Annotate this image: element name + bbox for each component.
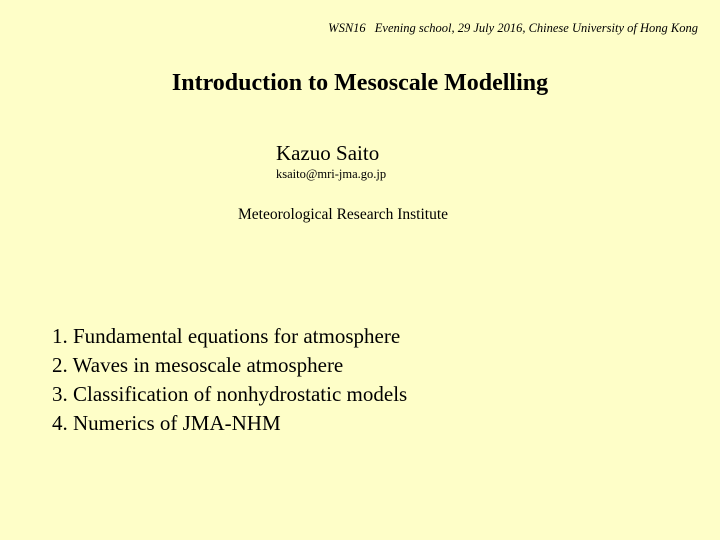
slide-title: Introduction to Mesoscale Modelling <box>171 70 549 96</box>
author-institute: Meteorological Research Institute <box>238 206 449 223</box>
author-name: Kazuo Saito <box>276 141 380 165</box>
outline-item: 1. Fundamental equations for atmosphere <box>52 324 401 348</box>
outline-list <box>52 322 407 438</box>
outline-item: 2. Waves in mesoscale atmosphere <box>52 353 344 377</box>
outline-item: 4. Numerics of JMA-NHM <box>52 411 281 435</box>
event-header <box>328 20 698 36</box>
event-tag: WSN16 <box>328 21 366 35</box>
author-email: ksaito@mri-jma.go.jp <box>276 167 387 181</box>
event-details: Evening school, 29 July 2016, Chinese University of Hong Kong <box>374 21 698 35</box>
outline-item: 3. Classification of nonhydrostatic models <box>52 382 408 406</box>
